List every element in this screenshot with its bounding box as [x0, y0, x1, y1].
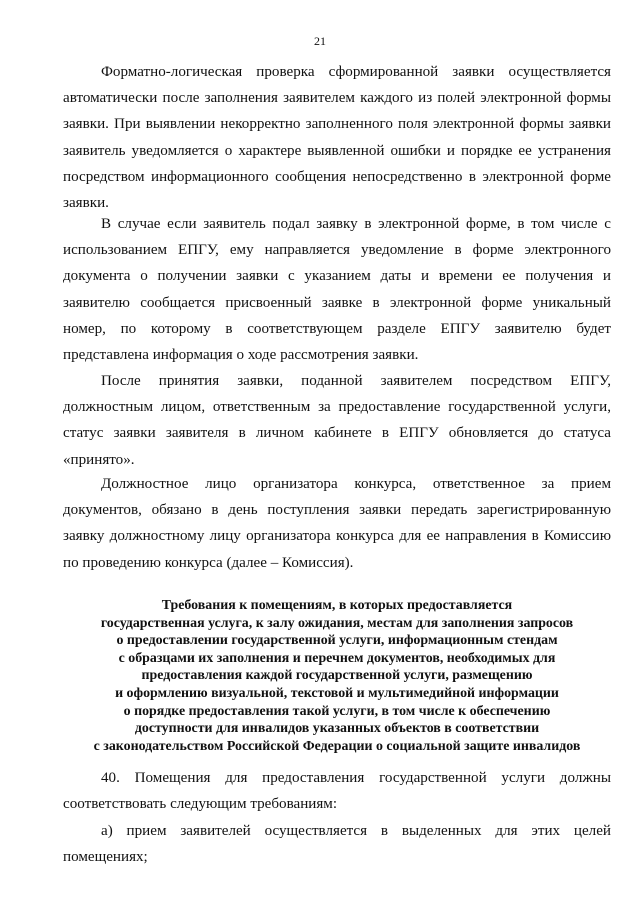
- section-heading-line: доступности для инвалидов указанных объектов в соответствии: [134, 721, 540, 737]
- section-heading-line: государственная услуга, к залу ожидания, местам для заполнения запросов: [100, 615, 574, 631]
- section-heading-line: с законодательством Российской Федерации о социальной защите инвалидов: [93, 738, 581, 754]
- section-heading-line: предоставления каждой государственной услуги, размещению: [141, 668, 533, 684]
- paragraph-electronic-notification: В случае если заявитель подал заявку в электронной форме, в том числе с использованием ЕПГУ, ему направляется уведомление в форме электронного документа о получении заявки с указанием даты и времени ее получения и заявителю сообщается присвоенный заявке в электронной форме уникальный номер, по которому в соответствующем разделе ЕПГУ заявителю будет представлена информация о ходе рассмотрения заявки.: [63, 216, 611, 364]
- page-number: 21: [314, 34, 326, 48]
- section-heading-line: о предоставлении государственной услуги, информационным стендам: [116, 633, 558, 649]
- paragraph-format-check: Форматно-логическая проверка сформированной заявки осуществляется автоматически после заполнения заявителем каждого из полей электронной формы заявки. При выявлении некорректно заполненного поля электронной формы заявки заявитель уведомляется о характере выявленной ошибки и порядке ее устранения посредством информационного сообщения непосредственно в электронной форме заявки.: [63, 64, 611, 212]
- section-heading-line: о порядке предоставления такой услуги, в том числе к обеспечению: [123, 703, 551, 719]
- section-heading-line: Требования к помещениям, в которых предоставляется: [161, 598, 513, 613]
- clause-40: 40. Помещения для предоставления государственной услуги должны соответствовать следующим требованиям:: [63, 770, 611, 813]
- section-heading-line: и оформлению визуальной, текстовой и мультимедийной информации: [115, 685, 559, 701]
- paragraph-status-accepted: После принятия заявки, поданной заявителем посредством ЕПГУ, должностным лицом, ответственным за предоставление государственной услуги, статус заявки заявителя в личном кабинете в ЕПГУ обновляется до статуса «принято».: [63, 373, 611, 468]
- clause-40-a: а) прием заявителей осуществляется в выделенных для этих целей помещениях;: [63, 823, 611, 866]
- section-heading: [40, 597, 634, 755]
- section-heading-line: с образцами их заполнения и перечнем документов, необходимых для: [118, 650, 556, 666]
- paragraph-responsible-official: Должностное лицо организатора конкурса, ответственное за прием документов, обязано в день поступления заявки передать зарегистрированную заявку должностному лицу организатора конкурса для ее направления в Комиссию по проведению конкурса (далее – Комиссия).: [63, 476, 611, 571]
